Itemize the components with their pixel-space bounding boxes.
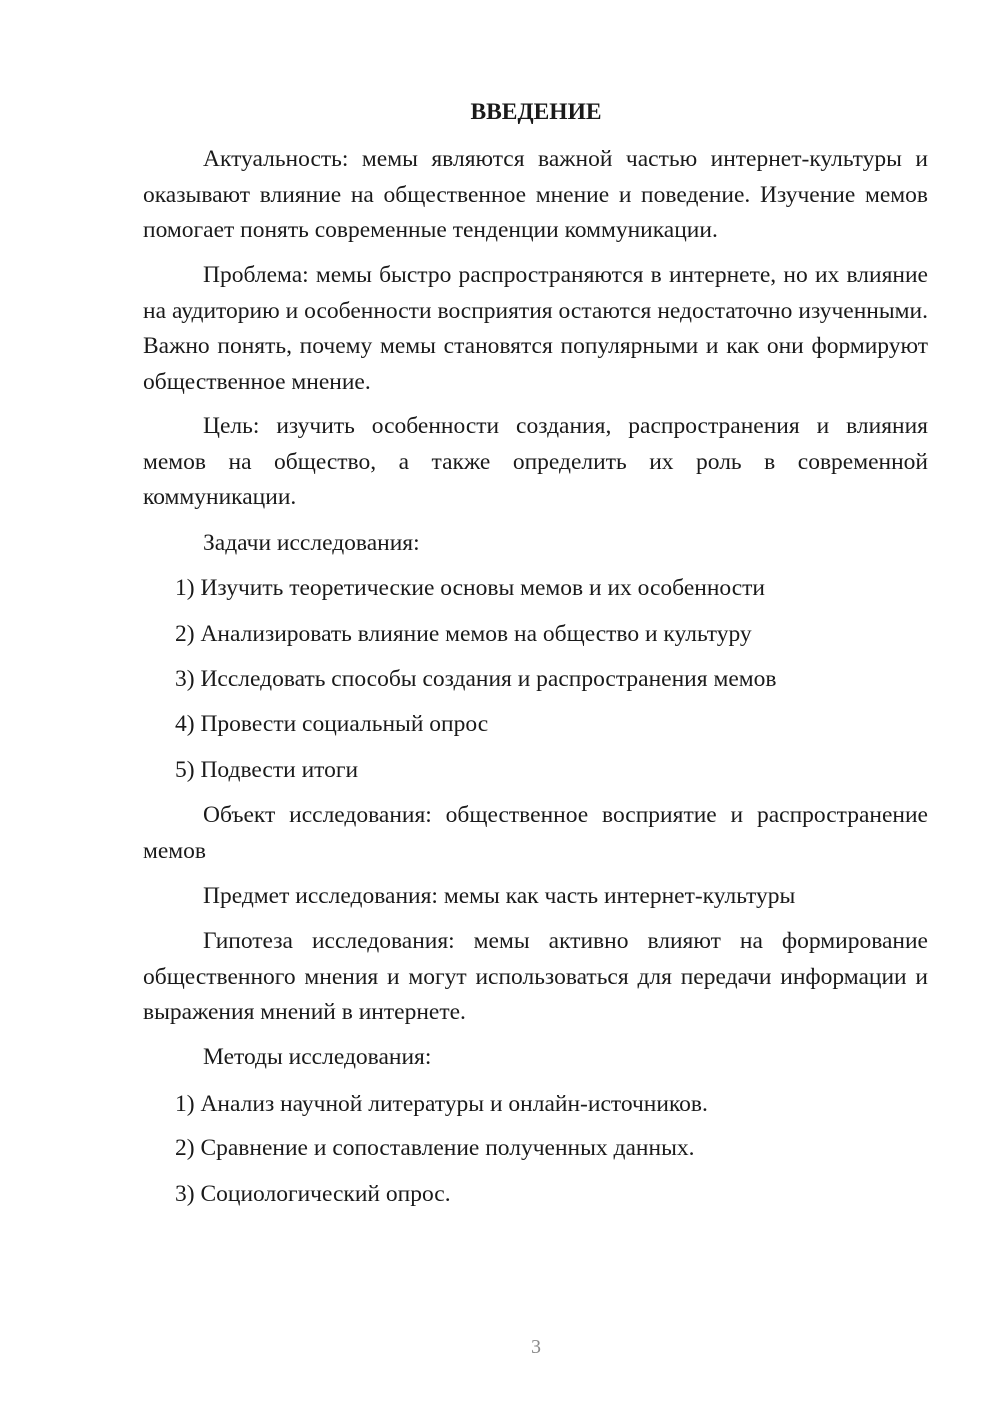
paragraph-subject: Предмет исследования: мемы как часть интернет-культуры	[203, 883, 796, 909]
paragraph-relevance: Актуальность: мемы являются важной частью интернет-культуры и оказывают влияние на общественное мнение и поведение. Изучение мемов помогает понять современные тенденции коммуникации.	[143, 146, 928, 243]
method-item-2: 2) Сравнение и сопоставление полученных данных.	[175, 1135, 695, 1161]
paragraph-goal: Цель: изучить особенности создания, распространения и влияния мемов на общество, а также определить их роль в современной коммуникации.	[143, 413, 928, 510]
method-item-1: 1) Анализ научной литературы и онлайн-источников.	[175, 1091, 708, 1117]
paragraph-hypothesis: Гипотеза исследования: мемы активно влияют на формирование общественного мнения и могут использоваться для передачи информации и выражения мнений в интернете.	[143, 928, 928, 1025]
methods-heading: Методы исследования:	[203, 1044, 432, 1070]
task-item-4: 4) Провести социальный опрос	[175, 711, 489, 737]
task-item-1: 1) Изучить теоретические основы мемов и их особенности	[175, 575, 766, 601]
task-item-2: 2) Анализировать влияние мемов на общество и культуру	[175, 621, 752, 647]
tasks-heading: Задачи исследования:	[203, 530, 420, 556]
page-number: 3	[531, 1336, 541, 1358]
task-item-5: 5) Подвести итоги	[175, 757, 359, 783]
paragraph-problem: Проблема: мемы быстро распространяются в интернете, но их влияние на аудиторию и особенности восприятия остаются недостаточно изученными. Важно понять, почему мемы становятся популярными и как они формируют общественное мнение.	[143, 262, 928, 395]
paragraph-object: Объект исследования: общественное восприятие и распространение мемов	[143, 802, 928, 864]
method-item-3: 3) Социологический опрос.	[175, 1181, 451, 1207]
page-title: ВВЕДЕНИЕ	[470, 99, 602, 125]
task-item-3: 3) Исследовать способы создания и распространения мемов	[175, 666, 777, 692]
